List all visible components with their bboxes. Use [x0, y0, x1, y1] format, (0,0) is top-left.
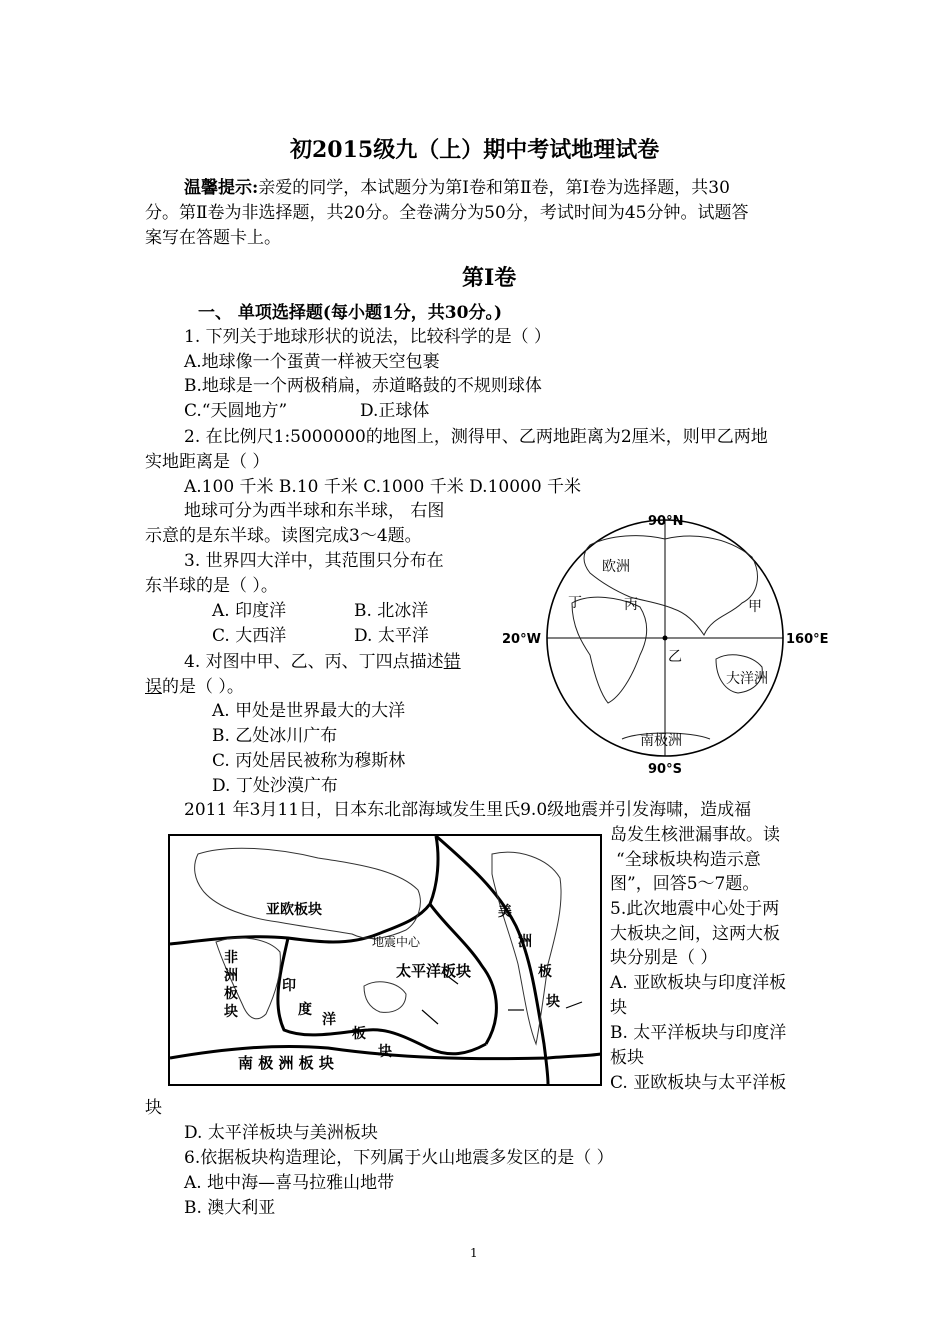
- q3-option-d: D. 太平洋: [354, 626, 429, 646]
- notice-line-3: 案写在答题卡上。: [145, 228, 281, 248]
- label-indian-3: 洋: [322, 1012, 336, 1028]
- boundary-indian-plate: [278, 938, 486, 1054]
- q3-option-b: B. 北冰洋: [354, 601, 429, 621]
- q4-emphasis-1: 错: [443, 652, 461, 672]
- q6-option-b: B. 澳大利亚: [184, 1198, 276, 1218]
- label-antarctic-plate: 南 极 洲 板 块: [238, 1054, 334, 1072]
- label-north-pole: 90°N: [648, 514, 684, 529]
- q1-option-d: D.正球体: [360, 401, 430, 421]
- part-heading: 一、 单项选择题(每小题1分，共30分。): [198, 303, 502, 323]
- boundary-eurasian-south: [170, 836, 438, 944]
- q5-option-d: D. 太平洋板块与美洲板块: [184, 1123, 378, 1143]
- label-antarctica: 南极洲: [640, 733, 682, 749]
- q4-stem-2: [145, 675, 244, 700]
- q1-stem: 1. 下列关于地球形状的说法，比较科学的是（ ）: [184, 327, 552, 347]
- label-america-2: 洲: [518, 934, 532, 950]
- eurasia-coast: [195, 848, 421, 938]
- arrow-pacific-2: [422, 1010, 438, 1024]
- q4-option-c: C. 丙处居民被称为穆斯林: [212, 751, 406, 771]
- q4-stem-text-2: 的是（ ）。: [162, 677, 244, 697]
- intro57-line-2: 岛发生核泄漏事故。读: [610, 825, 780, 845]
- intro57-line-4: 图”，回答5～7题。: [610, 874, 760, 894]
- label-epicenter: 地震中心: [372, 935, 421, 949]
- arrow-east: [566, 1002, 582, 1008]
- label-africa-1: 非: [224, 950, 238, 966]
- eastern-hemisphere-map: [490, 505, 840, 775]
- q1-option-b: B.地球是一个两极稍扁，赤道略鼓的不规则球体: [184, 376, 542, 396]
- label-ding: 丁: [568, 595, 582, 611]
- label-indian-4: 板: [352, 1026, 366, 1042]
- australia-coast: [364, 982, 406, 1013]
- q5-stem-1: 5.此次地震中心处于两: [610, 899, 780, 919]
- intro57-line-1: 2011 年3月11日，日本东北部海域发生里氏9.0级地震并引发海啸，造成福: [184, 800, 752, 820]
- q4-stem-1: [184, 650, 461, 675]
- label-indian-1: 印: [282, 978, 296, 994]
- notice-line-1: [184, 176, 730, 201]
- label-jia: 甲: [748, 599, 762, 615]
- q5-option-a-2: 块: [610, 998, 627, 1018]
- label-europe: 欧洲: [602, 559, 630, 575]
- q1-option-c: C.“天圆地方”: [184, 401, 288, 421]
- q3-option-a: A. 印度洋: [212, 601, 287, 621]
- label-indian-5: 块: [378, 1044, 392, 1060]
- intro34-line-1: 地球可分为西半球和东半球， 右图: [184, 501, 445, 521]
- q6-stem: 6.依据板块构造理论，下列属于火山地震多发区的是（ ）: [184, 1148, 614, 1168]
- q5-option-b-2: 板块: [610, 1048, 644, 1068]
- intro34-line-2: 示意的是东半球。读图完成3～4题。: [145, 526, 422, 546]
- label-indian-2: 度: [298, 1002, 312, 1018]
- q4-emphasis-2: 误: [145, 677, 162, 697]
- label-bing: 丙: [624, 597, 638, 613]
- eurasia-shape: [584, 536, 757, 635]
- q4-stem-text: 4. 对图中甲、乙、丙、丁四点描述: [184, 652, 444, 672]
- notice-text-1: 亲爱的同学，本试题分为第Ⅰ卷和第Ⅱ卷，第Ⅰ卷为选择题，共30: [258, 178, 730, 198]
- plate-tectonics-map: [168, 834, 602, 1086]
- label-south-pole: 90°S: [648, 762, 682, 775]
- q3-option-c: C. 大西洋: [212, 626, 287, 646]
- label-africa-4: 块: [224, 1004, 238, 1020]
- q5-stem-3: 块分别是（ ）: [610, 948, 718, 968]
- label-africa-2: 洲: [224, 968, 238, 984]
- notice-label: 温馨提示:: [184, 178, 259, 198]
- q3-stem-1: 3. 世界四大洋中，其范围只分布在: [184, 551, 444, 571]
- q4-option-d: D. 丁处沙漠广布: [212, 776, 338, 796]
- q4-option-a: A. 甲处是世界最大的大洋: [212, 701, 406, 721]
- q5-option-b-1: B. 太平洋板块与印度洋: [610, 1023, 787, 1043]
- label-america-3: 板: [538, 964, 552, 980]
- section-title: 第Ⅰ卷: [462, 265, 517, 291]
- q6-option-a: A. 地中海—喜马拉雅山地带: [184, 1173, 395, 1193]
- intro57-line-3: “全球板块构造示意: [616, 850, 761, 870]
- label-oceania: 大洋洲: [726, 671, 768, 687]
- q2-stem-1: 2. 在比例尺1:5000000的地图上，测得甲、乙两地距离为2厘米，则甲乙两地: [184, 427, 768, 447]
- label-pacific-plate: 太平洋板块: [396, 962, 472, 980]
- label-eurasian-plate: 亚欧板块: [266, 902, 322, 918]
- label-america-4: 块: [546, 994, 560, 1010]
- q5-option-a-1: A. 亚欧板块与印度洋板: [610, 973, 787, 993]
- center-point: [663, 636, 668, 641]
- notice-line-2: 分。第Ⅱ卷为非选择题，共20分。全卷满分为50分，考试时间为45分钟。试题答: [145, 203, 749, 223]
- q2-stem-2: 实地距离是（ ）: [145, 452, 270, 472]
- exam-title: 初2015级九（上）期中考试地理试卷: [290, 137, 660, 163]
- label-160e: 160°E: [786, 632, 829, 647]
- label-20w: 20°W: [502, 632, 541, 647]
- q1-option-a: A.地球像一个蛋黄一样被天空包裹: [184, 352, 440, 372]
- q2-options: A.100 千米 B.10 千米 C.1000 千米 D.10000 千米: [184, 477, 582, 497]
- page-number: 1: [470, 1246, 478, 1260]
- q5-stem-2: 大板块之间，这两大板: [610, 924, 780, 944]
- q3-stem-2: 东半球的是（ ）。: [145, 576, 278, 596]
- label-america-1: 美: [498, 904, 512, 920]
- q4-option-b: B. 乙处冰川广布: [212, 726, 338, 746]
- q5-option-c-2: 块: [145, 1098, 162, 1118]
- africa-shape: [572, 597, 647, 703]
- q5-option-c-1: C. 亚欧板块与太平洋板: [610, 1073, 787, 1093]
- label-yi: 乙: [668, 649, 682, 665]
- label-africa-3: 板: [224, 986, 238, 1002]
